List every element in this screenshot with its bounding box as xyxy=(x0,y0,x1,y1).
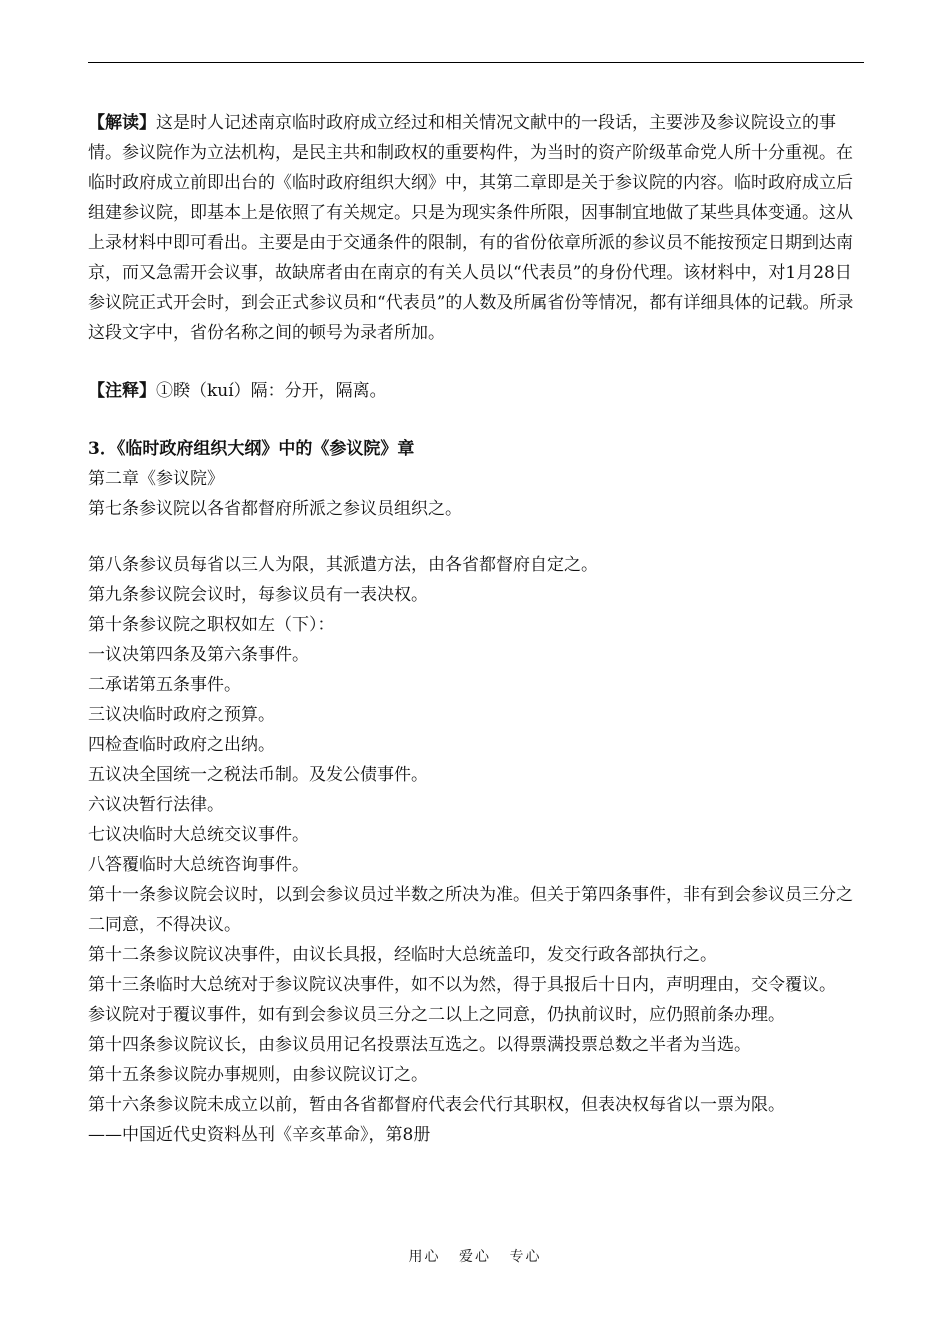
article-line: 第十二条参议院议决事件，由议长具报，经临时大总统盖印，发交行政各部执行之。 xyxy=(88,945,717,965)
article-line: 第十三条临时大总统对于参议院议决事件，如不以为然，得于具报后十日内，声明理由，交令覆议。 xyxy=(88,975,836,995)
note-label: 【注释】 xyxy=(88,381,156,401)
chapter-title: 第二章《参议院》 xyxy=(88,469,224,489)
article-line: 第十六条参议院未成立以前，暂由各省都督府代表会代行其职权，但表决权每省以一票为限。 xyxy=(88,1095,785,1115)
header-rule xyxy=(88,62,864,63)
article-line: 参议院对于覆议事件，如有到会参议员三分之二以上之同意，仍执前议时，应仍照前条办理。 xyxy=(88,1005,785,1025)
article-line: 第八条参议员每省以三人为限，其派遣方法，由各省都督府自定之。 xyxy=(88,555,598,575)
interpretation-paragraph xyxy=(88,108,864,348)
article-line: 二承诺第五条事件。 xyxy=(88,675,241,695)
article-line: 七议决临时大总统交议事件。 xyxy=(88,825,309,845)
interpretation-label: 【解读】 xyxy=(88,113,156,133)
article-line: 一议决第四条及第六条事件。 xyxy=(88,645,309,665)
article-line: 四检查临时政府之出纳。 xyxy=(88,735,275,755)
note-paragraph xyxy=(88,376,864,406)
article-line: 三议决临时政府之预算。 xyxy=(88,705,275,725)
note-text: ①睽（kuí）隔：分开，隔离。 xyxy=(156,381,387,401)
article-line: 五议决全国统一之税法币制。及发公债事件。 xyxy=(88,765,428,785)
document-body xyxy=(88,108,864,1150)
page-footer: 用心 爱心 专心 xyxy=(408,1249,542,1265)
article-line: 第十一条参议院会议时，以到会参议员过半数之所决为准。但关于第四条事件，非有到会参议员三分之二同意，不得决议。 xyxy=(88,885,853,935)
article-line: 八答覆临时大总统咨询事件。 xyxy=(88,855,309,875)
article-line: 六议决暂行法律。 xyxy=(88,795,224,815)
interpretation-text: 这是时人记述南京临时政府成立经过和相关情况文献中的一段话，主要涉及参议院设立的事情。参议院作为立法机构，是民主共和制政权的重要构件，为当时的资产阶级革命党人所十分重视。在临时政府成立前即出台的《临时政府组织大纲》中，其第二章即是关于参议院的内容。临时政府成立后组建参议院，即基本上是依照了有关规定。只是为现实条件所限，因事制宜地做了某些具体变通。这从上录材料中即可看出。主要是由于交通条件的限制，有的省份依章所派的参议员不能按预定日期到达南京，而又急需开会议事，故缺席者由在南京的有关人员以“代表员”的身份代理。该材料中，对1月28日参议院正式开会时，到会正式参议员和“代表员”的人数及所属省份等情况，都有详细具体的记载。所录这段文字中，省份名称之间的顿号为录者所加。 xyxy=(88,113,854,343)
article-line: 第十四条参议院议长，由参议员用记名投票法互选之。以得票满投票总数之半者为当选。 xyxy=(88,1035,751,1055)
article-7: 第七条参议院以各省都督府所派之参议员组织之。 xyxy=(88,499,462,519)
section-heading: 3．《临时政府组织大纲》中的《参议院》章 xyxy=(88,439,415,459)
article-line: 第十条参议院之职权如左（下）： xyxy=(88,615,335,635)
source-citation: ——中国近代史资料丛刊《辛亥革命》，第8册 xyxy=(88,1125,431,1145)
article-line: 第十五条参议院办事规则，由参议院议订之。 xyxy=(88,1065,428,1085)
article-line: 第九条参议院会议时，每参议员有一表决权。 xyxy=(88,585,428,605)
